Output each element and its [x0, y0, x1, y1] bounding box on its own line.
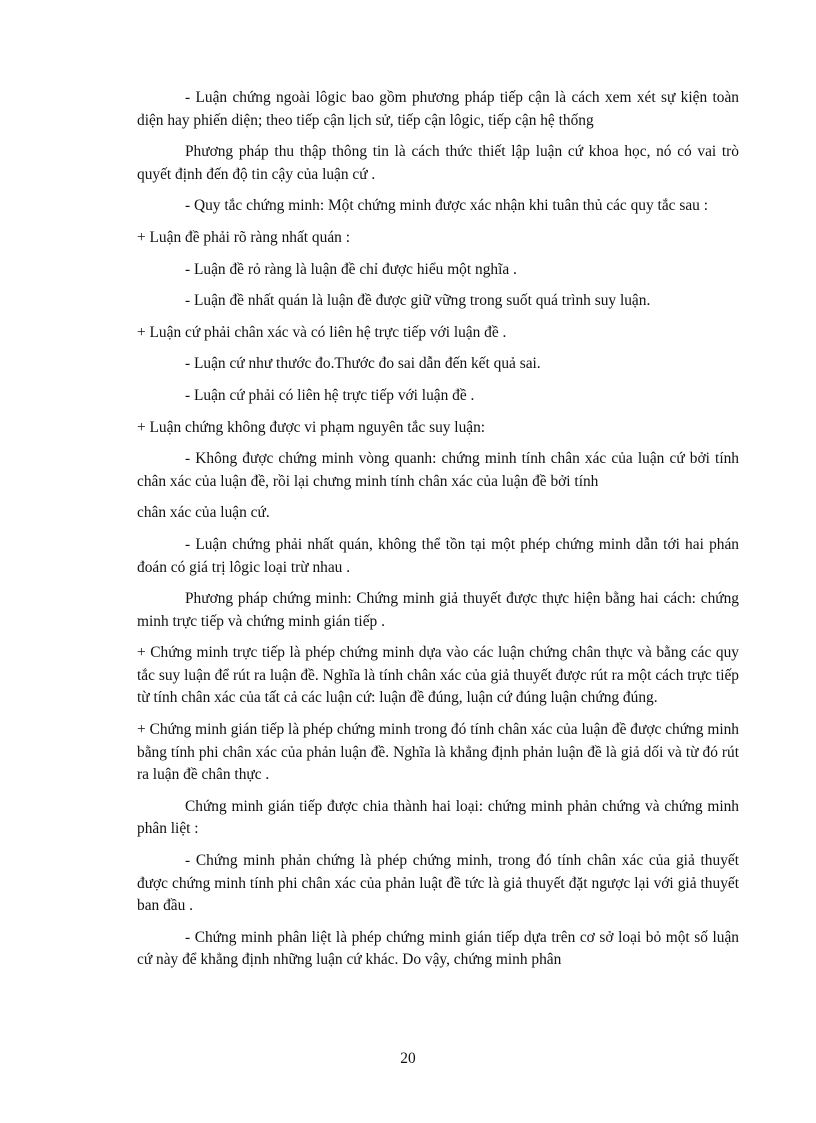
paragraph: + Luận cứ phải chân xác và có liên hệ trực tiếp với luận đề . [137, 323, 507, 341]
paragraph: - Luận cứ phải có liên hệ trực tiếp với luận đề . [185, 386, 475, 404]
paragraph: + Chứng minh gián tiếp là phép chứng minh trong đó tính chân xác của luận đề được chứng minh bằng tính phi chân xác của phản luận đề. Nghĩa là khẳng định phản luận đề là giả dối và từ đó rút ra luận đề chân thực . [137, 721, 739, 784]
paragraph: + Luận đề phải rõ ràng nhất quán : [137, 228, 350, 246]
paragraph: + Chứng minh trực tiếp là phép chứng minh dựa vào các luận chứng chân thực và bằng các quy tắc suy luận để rút ra luận đề. Nghĩa là tính chân xác của giả thuyết được rút ra một cách trực tiếp từ tính chân xác của tất cả các luận cứ: luận đề đúng, luận cứ đúng luận chứng đúng. [137, 644, 739, 707]
paragraph: - Luận đề nhất quán là luận đề được giữ vững trong suốt quá trình suy luận. [185, 292, 651, 310]
page-number: 20 [400, 1050, 416, 1067]
paragraph: - Chứng minh phản chứng là phép chứng minh, trong đó tính chân xác của giả thuyết được chứng minh tính phi chân xác của phản luật đề tức là giả thuyết đặt ngược lại với giả thuyết ban đầu . [137, 852, 739, 915]
paragraph: - Luận chứng ngoài lôgic bao gồm phương pháp tiếp cận là cách xem xét sự kiện toàn diện hay phiến diện; theo tiếp cận lịch sử, tiếp cận lôgic, tiếp cận hệ thống [137, 89, 739, 129]
paragraph: - Luận chứng phải nhất quán, không thể tồn tại một phép chứng minh dẫn tới hai phán đoán có giá trị lôgic loại trừ nhau . [137, 535, 739, 576]
paragraph: Phương pháp chứng minh: Chứng minh giả thuyết được thực hiện bằng hai cách: chứng minh trực tiếp và chứng minh gián tiếp . [137, 590, 739, 630]
paragraph: - Luận cứ như thước đo.Thước đo sai dẫn đến kết quả sai. [185, 355, 541, 373]
paragraph: Chứng minh gián tiếp được chia thành hai loại: chứng minh phản chứng và chứng minh phân liệt : [137, 797, 739, 838]
document-body [137, 87, 739, 981]
paragraph: - Quy tắc chứng minh: Một chứng minh được xác nhận khi tuân thủ các quy tắc sau : [185, 197, 708, 215]
paragraph: + Luận chứng không được vi phạm nguyên tắc suy luận: [137, 418, 486, 436]
paragraph: chân xác của luận cứ. [137, 504, 270, 522]
paragraph: - Không được chứng minh vòng quanh: chứng minh tính chân xác của luận cứ bởi tính chân xác của luận đề, rồi lại chưng minh tính chân xác của luận đề bởi tính [137, 450, 739, 490]
paragraph: - Chứng minh phân liệt là phép chứng minh gián tiếp dựa trên cơ sở loại bỏ một số luận cứ này để khẳng định những luận cứ khác. Do vậy, chứng minh phân [137, 928, 739, 969]
paragraph: - Luận đề rỏ ràng là luận đề chỉ được hiểu một nghĩa . [185, 260, 517, 278]
paragraph: Phương pháp thu thập thông tin là cách thức thiết lập luận cứ khoa học, nó có vai trò quyết định đến độ tin cậy của luận cứ . [137, 143, 739, 183]
